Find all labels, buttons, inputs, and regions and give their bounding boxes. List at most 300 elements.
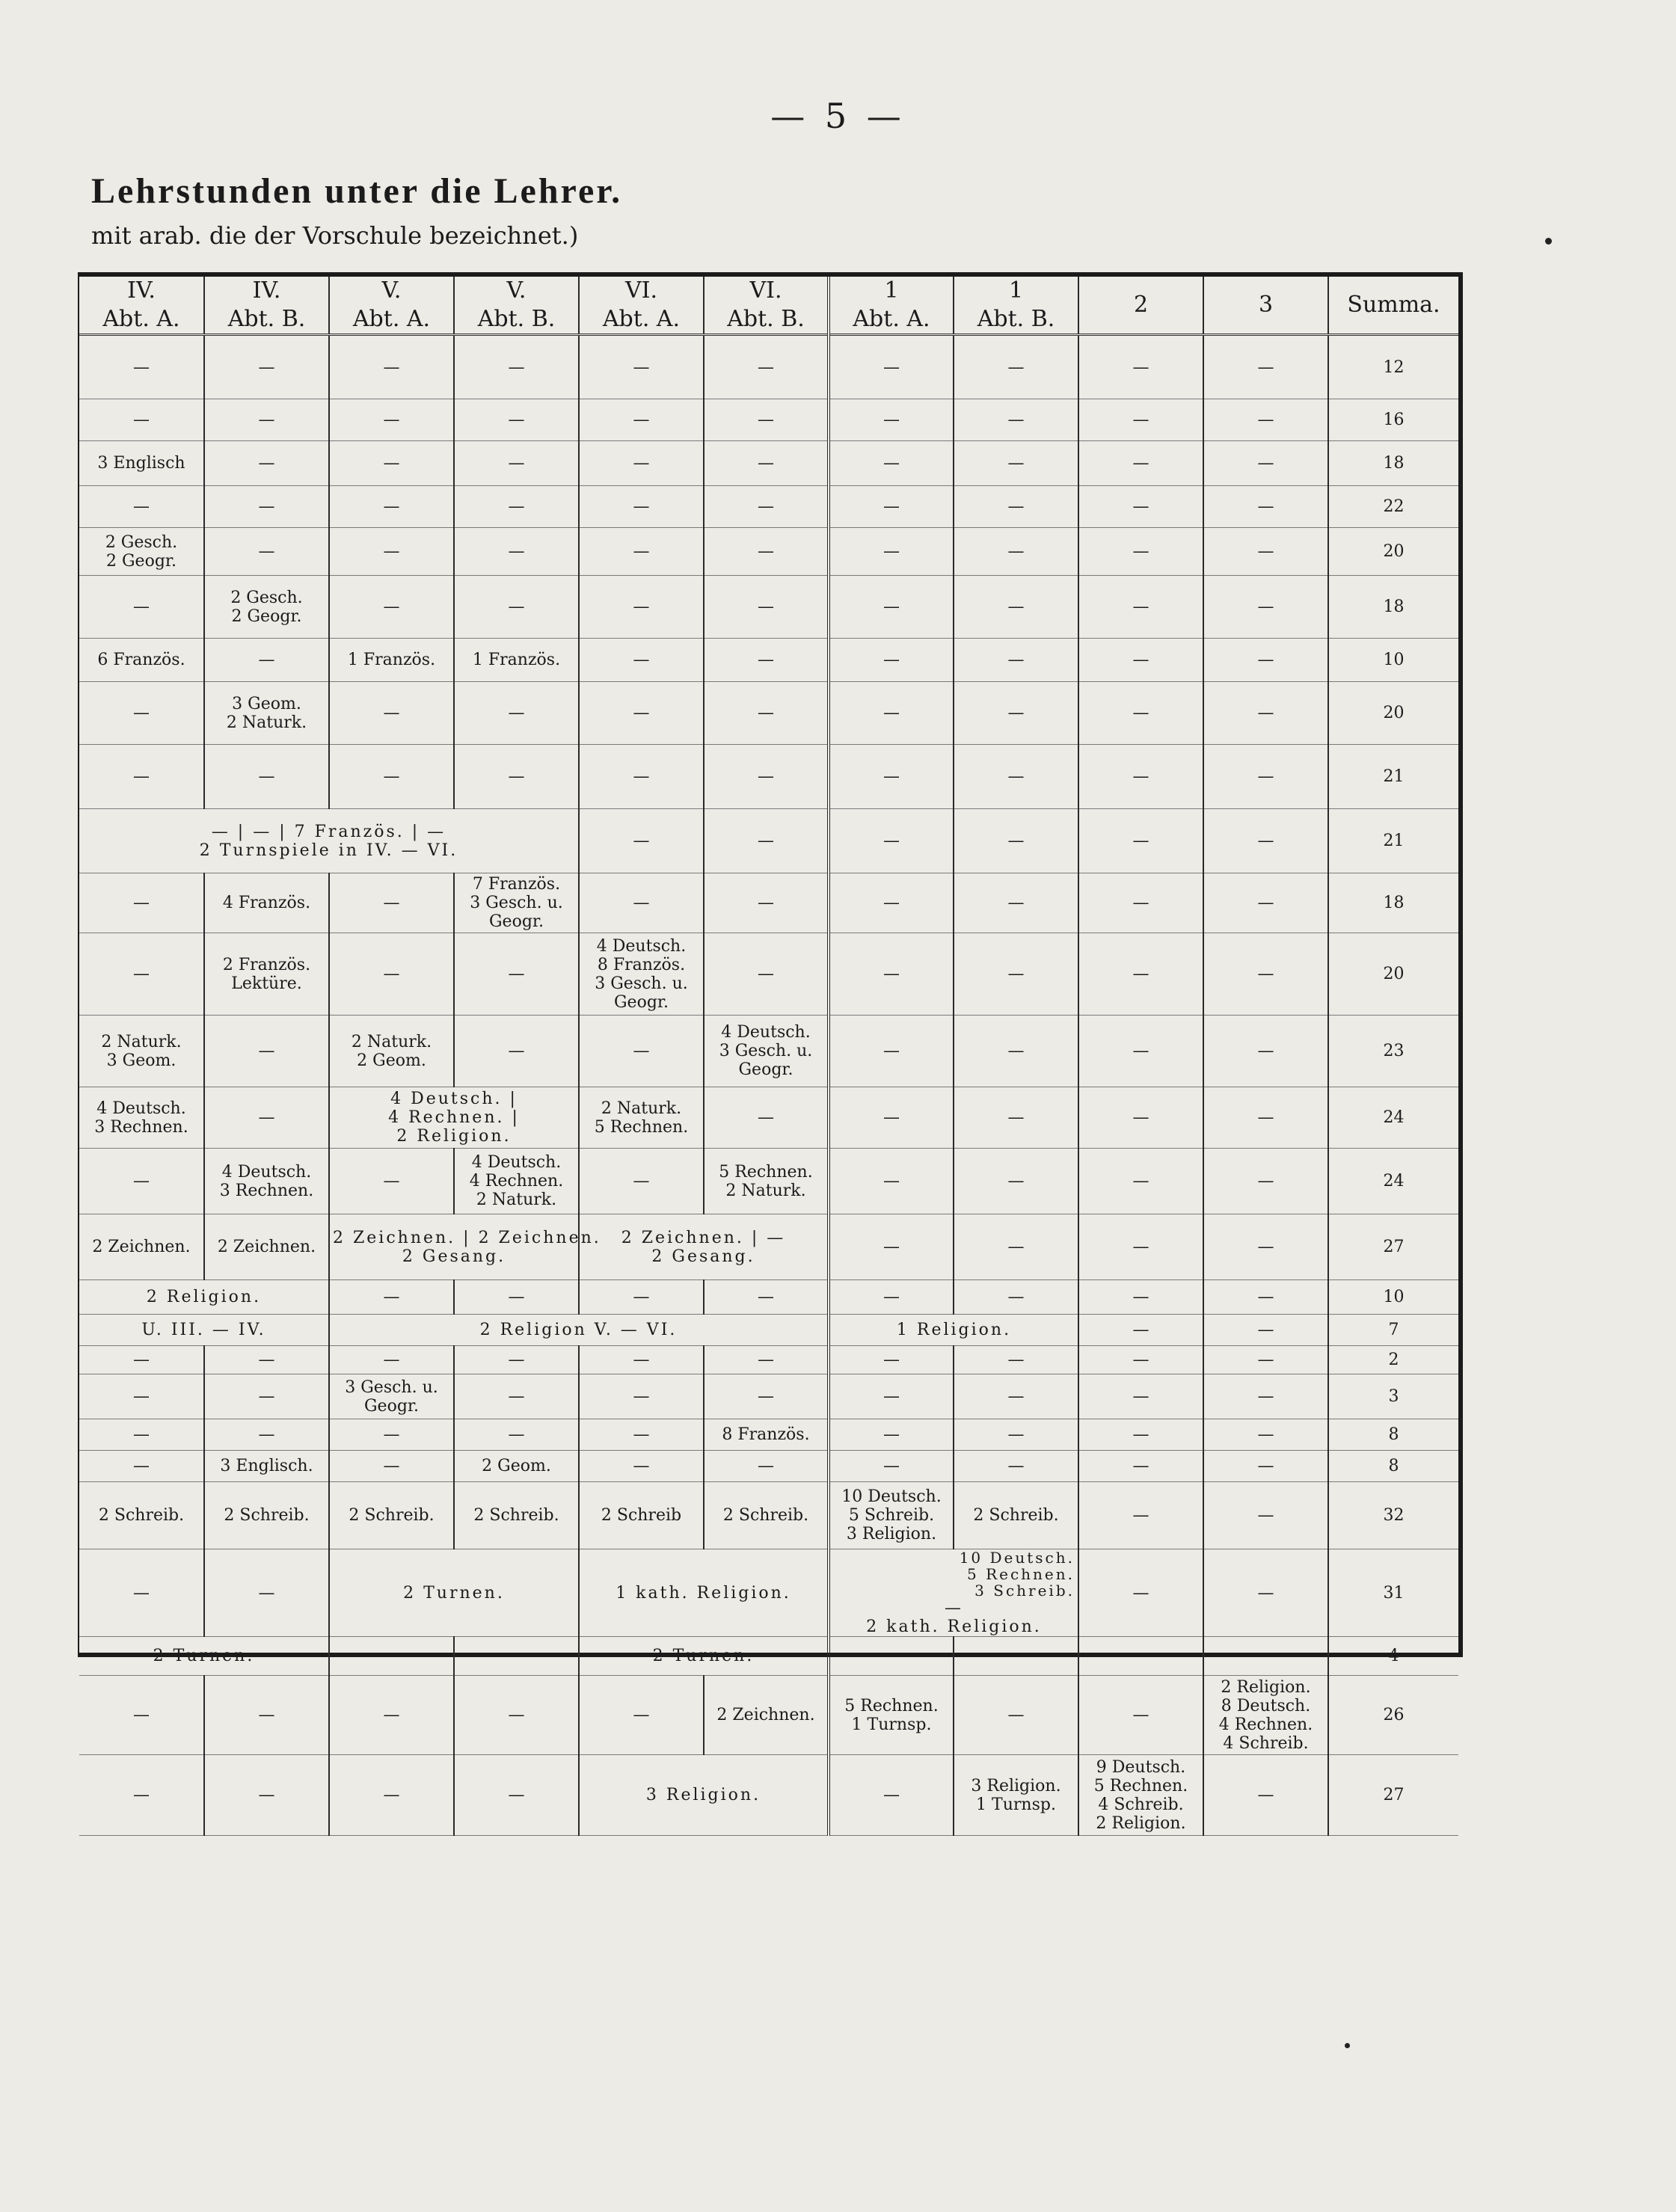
cell-line: — bbox=[1132, 357, 1149, 377]
cell-line: — bbox=[758, 1108, 774, 1127]
table-row bbox=[79, 1280, 1458, 1315]
cell-line: — bbox=[1007, 832, 1025, 850]
table-cell bbox=[1078, 1549, 1203, 1637]
table-cell bbox=[954, 1676, 1078, 1755]
column-header-line: Abt. B. bbox=[977, 306, 1055, 332]
table-cell bbox=[704, 1087, 829, 1149]
table-cell bbox=[829, 1374, 954, 1419]
table-cell bbox=[579, 399, 704, 441]
cell-line: — bbox=[508, 411, 525, 429]
table-cell bbox=[79, 1315, 329, 1346]
table-cell bbox=[454, 486, 579, 528]
table-cell bbox=[579, 1482, 704, 1549]
cell-line: 3 Religion. bbox=[846, 1525, 937, 1543]
cell-line: — bbox=[258, 1706, 275, 1724]
cell-line: — bbox=[383, 1786, 400, 1804]
table-cell bbox=[329, 1451, 454, 1482]
table-cell bbox=[1078, 576, 1203, 639]
table-cell bbox=[79, 576, 204, 639]
table-cell bbox=[954, 1451, 1078, 1482]
cell-line: — bbox=[1257, 1042, 1274, 1060]
table-cell bbox=[1328, 486, 1458, 528]
cell-line: — bbox=[258, 1351, 275, 1369]
cell-line: — bbox=[508, 1387, 525, 1406]
cell-line: 4 Rechnen. bbox=[1218, 1715, 1313, 1734]
cell-line: — bbox=[258, 1425, 275, 1444]
cell-line: 16 bbox=[1383, 411, 1405, 429]
table-cell bbox=[1078, 1016, 1203, 1087]
table-cell bbox=[79, 682, 204, 745]
cell-line: — bbox=[383, 497, 400, 516]
table-cell bbox=[829, 933, 954, 1016]
table-cell bbox=[329, 1280, 454, 1315]
cell-line: — bbox=[1132, 1457, 1149, 1475]
cell-line: — bbox=[258, 1387, 275, 1406]
table-cell bbox=[204, 639, 329, 682]
table-cell bbox=[79, 639, 204, 682]
table-cell bbox=[329, 441, 454, 486]
cell-line: 2 Geom. bbox=[357, 1051, 426, 1070]
cell-line: 18 bbox=[1383, 894, 1405, 912]
cell-line: 2 Naturk. bbox=[351, 1032, 432, 1051]
cell-line: 4 Schreib. bbox=[1223, 1733, 1309, 1753]
cell-line: — bbox=[1132, 1647, 1149, 1665]
table-cell bbox=[1328, 1549, 1458, 1637]
table-cell bbox=[704, 528, 829, 576]
cell-line: — bbox=[508, 1706, 525, 1724]
cell-line: — bbox=[883, 894, 900, 912]
cell-line: Geogr. bbox=[613, 992, 669, 1012]
cell-line: — bbox=[383, 542, 400, 561]
cell-line: 2 Religion. bbox=[1096, 1813, 1186, 1833]
cell-line: 7 Französ. bbox=[472, 875, 561, 894]
cell-line: — bbox=[758, 704, 774, 722]
table-row bbox=[79, 399, 1458, 441]
table-cell bbox=[954, 809, 1078, 873]
table-row bbox=[79, 1637, 1458, 1676]
cell-line: — bbox=[258, 767, 275, 786]
table-cell bbox=[1328, 1315, 1458, 1346]
cell-line: — bbox=[258, 651, 275, 669]
cell-line: 3 Gesch. u. bbox=[719, 1042, 813, 1060]
ink-speck bbox=[1545, 238, 1552, 245]
cell-line: — bbox=[633, 704, 650, 722]
table-cell bbox=[954, 528, 1078, 576]
table-cell bbox=[829, 486, 954, 528]
cell-line: 8 Französ. bbox=[597, 955, 686, 974]
table-cell bbox=[704, 576, 829, 639]
cell-line: — bbox=[883, 542, 900, 561]
cell-line: — bbox=[383, 1172, 400, 1191]
cell-line: 2 Zeichnen. bbox=[217, 1238, 316, 1256]
cell-line: 2 Zeichnen. bbox=[92, 1238, 191, 1256]
table-cell bbox=[79, 528, 204, 576]
cell-line: — bbox=[883, 1108, 900, 1127]
table-row bbox=[79, 441, 1458, 486]
cell-line: — bbox=[883, 411, 900, 429]
cell-line: — bbox=[508, 1786, 525, 1804]
table-cell bbox=[829, 639, 954, 682]
table-cell bbox=[454, 745, 579, 809]
cell-line: 18 bbox=[1383, 597, 1405, 616]
cell-line: — bbox=[758, 357, 774, 377]
table-cell bbox=[579, 528, 704, 576]
cell-line: 2 Schreib. bbox=[973, 1506, 1059, 1525]
table-cell bbox=[329, 1419, 454, 1451]
table-cell bbox=[454, 1451, 579, 1482]
cell-line: 2 kath. Religion. bbox=[866, 1617, 1042, 1636]
cell-line: — bbox=[1257, 651, 1274, 669]
table-cell bbox=[79, 1676, 204, 1755]
cell-line: — bbox=[383, 1457, 400, 1475]
cell-line: — bbox=[758, 597, 774, 616]
cell-line: 10 bbox=[1383, 651, 1405, 669]
cell-line: — bbox=[508, 1288, 525, 1306]
table-cell bbox=[1203, 639, 1328, 682]
cell-line: 4 Rechnen. | bbox=[388, 1108, 520, 1127]
cell-line: 31 bbox=[1383, 1583, 1405, 1603]
table-row bbox=[79, 1419, 1458, 1451]
cell-line: — bbox=[945, 1599, 963, 1617]
column-header-line: Abt. B. bbox=[727, 306, 805, 332]
cell-line: — bbox=[258, 1786, 275, 1804]
cell-line: — bbox=[758, 965, 774, 983]
cell-line: — bbox=[1132, 1172, 1149, 1191]
cell-line: — bbox=[883, 454, 900, 473]
table-cell bbox=[454, 1676, 579, 1755]
cell-line: — bbox=[133, 1172, 150, 1191]
table-cell bbox=[204, 1087, 329, 1149]
table-cell bbox=[954, 933, 1078, 1016]
table-cell bbox=[954, 441, 1078, 486]
cell-line: — bbox=[133, 1786, 150, 1804]
table-cell bbox=[329, 486, 454, 528]
table-cell bbox=[579, 1755, 829, 1836]
table-cell bbox=[1078, 1482, 1203, 1549]
cell-line: — bbox=[508, 542, 525, 561]
cell-line: — bbox=[1132, 1706, 1149, 1724]
column-header-line: Abt. B. bbox=[227, 306, 306, 332]
cell-line: 2 Schreib. bbox=[473, 1506, 559, 1525]
cell-line: — bbox=[383, 1647, 400, 1665]
cell-line: — bbox=[883, 965, 900, 983]
cell-line: — bbox=[758, 542, 774, 561]
cell-line: — bbox=[508, 1042, 525, 1060]
table-cell bbox=[1203, 1149, 1328, 1214]
cell-line: — bbox=[758, 454, 774, 473]
table-cell bbox=[1203, 933, 1328, 1016]
cell-line: — bbox=[1132, 1321, 1149, 1339]
table-cell bbox=[204, 1482, 329, 1549]
cell-line: — bbox=[633, 357, 650, 377]
cell-line: — bbox=[758, 1387, 774, 1406]
cell-line: — bbox=[633, 1172, 650, 1191]
table-cell bbox=[79, 399, 204, 441]
table-cell bbox=[1328, 873, 1458, 933]
table-cell bbox=[954, 1419, 1078, 1451]
table-cell bbox=[829, 1419, 954, 1451]
table-cell bbox=[704, 873, 829, 933]
cell-line: — bbox=[1132, 454, 1149, 473]
table-cell bbox=[1078, 682, 1203, 745]
cell-line: 5 Rechnen. bbox=[844, 1696, 939, 1715]
table-cell bbox=[1078, 1315, 1203, 1346]
cell-line: — bbox=[258, 497, 275, 516]
cell-line: 2 Schreib. bbox=[224, 1506, 310, 1525]
table-cell bbox=[1203, 1016, 1328, 1087]
table-row bbox=[79, 1549, 1458, 1637]
cell-line: — bbox=[508, 704, 525, 722]
cell-line: — bbox=[883, 597, 900, 616]
cell-line: — bbox=[1007, 542, 1025, 561]
cell-line: — bbox=[758, 832, 774, 850]
cell-line: 6 Französ. bbox=[97, 651, 185, 669]
table-cell bbox=[329, 873, 454, 933]
table-cell bbox=[204, 1214, 329, 1280]
table-row bbox=[79, 528, 1458, 576]
table-cell bbox=[79, 745, 204, 809]
table-row bbox=[79, 873, 1458, 933]
cell-line: — bbox=[508, 597, 525, 616]
cell-line: — bbox=[383, 767, 400, 786]
table-cell bbox=[79, 335, 204, 399]
table-cell bbox=[204, 441, 329, 486]
cell-line: — bbox=[633, 1042, 650, 1060]
cell-line: — bbox=[883, 1457, 900, 1475]
cell-line: — bbox=[883, 1238, 900, 1256]
table-cell bbox=[579, 576, 704, 639]
cell-line: — bbox=[633, 411, 650, 429]
cell-line: — bbox=[883, 651, 900, 669]
table-cell bbox=[704, 1346, 829, 1374]
cell-line: — bbox=[1257, 1786, 1274, 1804]
table-cell bbox=[829, 1346, 954, 1374]
cell-line: — bbox=[1132, 704, 1149, 722]
table-cell bbox=[829, 399, 954, 441]
table-cell bbox=[1203, 1419, 1328, 1451]
cell-line: — bbox=[633, 497, 650, 516]
cell-line: 2 Gesang. bbox=[651, 1247, 755, 1266]
cell-line: 2 Gesch. bbox=[105, 532, 178, 552]
cell-line: 1 Turnsp. bbox=[976, 1795, 1056, 1814]
table-cell bbox=[579, 1149, 704, 1214]
column-header-line: Abt. A. bbox=[352, 306, 431, 332]
table-cell bbox=[454, 1755, 579, 1836]
cell-line: — | — | 7 Französ. | — bbox=[211, 822, 446, 841]
table-cell bbox=[704, 809, 829, 873]
cell-line: 8 bbox=[1388, 1457, 1399, 1475]
table-cell bbox=[329, 1637, 454, 1676]
cell-line: — bbox=[133, 1351, 150, 1369]
table-cell bbox=[329, 576, 454, 639]
table-cell bbox=[204, 576, 329, 639]
table-cell bbox=[1078, 1346, 1203, 1374]
table-cell bbox=[454, 399, 579, 441]
table-cell bbox=[79, 1755, 204, 1836]
table-cell bbox=[79, 1346, 204, 1374]
table-cell bbox=[454, 1637, 579, 1676]
cell-line: 2 Turnen. bbox=[652, 1647, 755, 1665]
table-cell bbox=[79, 1637, 329, 1676]
cell-line: — bbox=[1257, 1108, 1274, 1127]
cell-line: 3 bbox=[1388, 1387, 1399, 1406]
column-header-line: 2 bbox=[1133, 292, 1149, 318]
table-cell bbox=[204, 1419, 329, 1451]
cell-line: — bbox=[1007, 454, 1025, 473]
cell-line: 5 Rechnen. bbox=[594, 1117, 689, 1137]
table-cell bbox=[1078, 1374, 1203, 1419]
cell-line: 2 Naturk. bbox=[601, 1099, 682, 1118]
cell-line: 4 Französ. bbox=[222, 894, 311, 912]
cell-line: — bbox=[1257, 411, 1274, 429]
table-cell bbox=[454, 1280, 579, 1315]
cell-line: 2 bbox=[1388, 1351, 1399, 1369]
cell-line: — bbox=[1132, 1583, 1149, 1603]
cell-line: 5 Rechnen. bbox=[1093, 1776, 1188, 1795]
cell-line: — bbox=[258, 411, 275, 429]
column-header bbox=[79, 277, 204, 335]
table-row bbox=[79, 682, 1458, 745]
table-cell bbox=[1203, 1482, 1328, 1549]
cell-line: — bbox=[1007, 704, 1025, 722]
table-cell bbox=[1203, 335, 1328, 399]
column-header bbox=[954, 277, 1078, 335]
table-cell bbox=[454, 1346, 579, 1374]
table-cell bbox=[1203, 745, 1328, 809]
table-cell bbox=[1078, 745, 1203, 809]
cell-line: — bbox=[133, 357, 150, 377]
cell-line: — bbox=[883, 1351, 900, 1369]
table-cell bbox=[829, 809, 954, 873]
cell-line: 2 Zeichnen. | — bbox=[621, 1228, 786, 1247]
cell-line: — bbox=[133, 965, 150, 983]
table-row bbox=[79, 1087, 1458, 1149]
cell-line: — bbox=[1007, 1387, 1025, 1406]
table-cell bbox=[1078, 1451, 1203, 1482]
cell-line: 10 Deutsch. bbox=[841, 1487, 942, 1506]
column-header bbox=[704, 277, 829, 335]
table-cell bbox=[1203, 1374, 1328, 1419]
table-cell bbox=[329, 528, 454, 576]
table-cell bbox=[1328, 1482, 1458, 1549]
table-cell bbox=[579, 1451, 704, 1482]
cell-line: — bbox=[133, 1583, 150, 1603]
cell-line: — bbox=[1007, 1351, 1025, 1369]
table-cell bbox=[1078, 1214, 1203, 1280]
cell-line: — bbox=[1257, 542, 1274, 561]
cell-line: 2 Religion. bbox=[146, 1288, 262, 1306]
cell-line: — bbox=[1007, 1172, 1025, 1191]
cell-line: U. III. — IV. bbox=[141, 1321, 266, 1339]
cell-line: 3 Rechnen. bbox=[219, 1181, 314, 1200]
table-cell bbox=[1203, 1755, 1328, 1836]
table-row bbox=[79, 1214, 1458, 1280]
column-header bbox=[1203, 277, 1328, 335]
table-row bbox=[79, 1755, 1458, 1836]
table-cell bbox=[579, 639, 704, 682]
table-cell bbox=[454, 682, 579, 745]
table-cell bbox=[704, 1374, 829, 1419]
cell-line: — bbox=[1257, 1647, 1274, 1665]
cell-line: — bbox=[258, 357, 275, 377]
cell-line: — bbox=[1257, 1172, 1274, 1191]
cell-line: 21 bbox=[1383, 832, 1405, 850]
table-cell bbox=[1328, 441, 1458, 486]
table-cell bbox=[454, 335, 579, 399]
column-header-line: Abt. A. bbox=[602, 306, 681, 332]
cell-line: — bbox=[1257, 894, 1274, 912]
table-cell bbox=[329, 682, 454, 745]
cell-line: — bbox=[1007, 1042, 1025, 1060]
cell-line: — bbox=[133, 1706, 150, 1724]
column-header bbox=[829, 277, 954, 335]
cell-line: — bbox=[1007, 1706, 1025, 1724]
table-cell bbox=[954, 486, 1078, 528]
table-cell bbox=[954, 1016, 1078, 1087]
cell-line: — bbox=[258, 542, 275, 561]
cell-line: Geogr. bbox=[738, 1060, 794, 1079]
cell-line: 4 Deutsch. bbox=[96, 1099, 186, 1118]
cell-line: 26 bbox=[1383, 1706, 1405, 1724]
column-header bbox=[204, 277, 329, 335]
table-cell bbox=[829, 1016, 954, 1087]
cell-line: 2 Religion V. — VI. bbox=[479, 1321, 678, 1339]
cell-line: — bbox=[633, 1706, 650, 1724]
table-row bbox=[79, 809, 1458, 873]
cell-line: — bbox=[258, 454, 275, 473]
table-cell bbox=[579, 1214, 829, 1280]
table-cell bbox=[829, 1637, 954, 1676]
cell-line: Lektüre. bbox=[231, 974, 302, 993]
cell-line: — bbox=[1007, 767, 1025, 786]
cell-line: — bbox=[883, 832, 900, 850]
table-cell bbox=[329, 1676, 454, 1755]
table-cell bbox=[1203, 576, 1328, 639]
table-cell bbox=[79, 1149, 204, 1214]
table-cell bbox=[454, 528, 579, 576]
cell-line: 4 Schreib. bbox=[1098, 1795, 1184, 1814]
table-cell bbox=[829, 1755, 954, 1836]
cell-line: — bbox=[383, 1425, 400, 1444]
table-cell bbox=[1078, 1149, 1203, 1214]
cell-line: — bbox=[1257, 1321, 1274, 1339]
cell-line: — bbox=[633, 894, 650, 912]
cell-line: — bbox=[633, 1387, 650, 1406]
table-cell bbox=[1328, 1676, 1458, 1755]
cell-line: 24 bbox=[1383, 1172, 1405, 1191]
table-cell bbox=[329, 1315, 829, 1346]
cell-line: — bbox=[633, 597, 650, 616]
cell-line: — bbox=[883, 497, 900, 516]
cell-line: 2 Schreib. bbox=[722, 1506, 809, 1525]
cell-line: — bbox=[133, 1425, 150, 1444]
table-cell bbox=[704, 1676, 829, 1755]
table-cell bbox=[704, 745, 829, 809]
cell-line: 8 bbox=[1388, 1425, 1399, 1444]
cell-line: 1 kath. Religion. bbox=[616, 1583, 791, 1603]
page-number: — 5 — bbox=[770, 96, 906, 136]
cell-line: 8 Deutsch. bbox=[1221, 1696, 1311, 1715]
cell-line: — bbox=[508, 767, 525, 786]
table-cell bbox=[704, 1016, 829, 1087]
table-cell bbox=[204, 1016, 329, 1087]
table-cell bbox=[1328, 1755, 1458, 1836]
table-cell bbox=[204, 335, 329, 399]
cell-line: 32 bbox=[1383, 1506, 1405, 1525]
cell-line: — bbox=[1257, 1387, 1274, 1406]
table-cell bbox=[454, 933, 579, 1016]
table-cell bbox=[1078, 1087, 1203, 1149]
